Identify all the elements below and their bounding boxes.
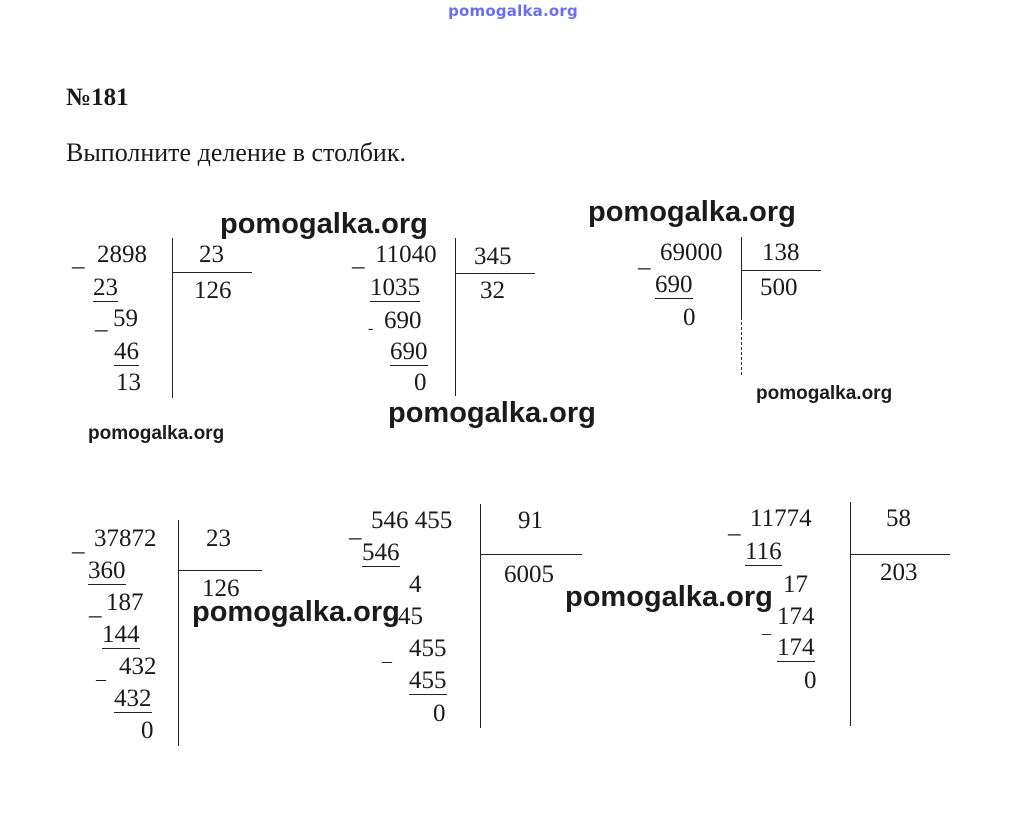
quotient: 500 — [760, 274, 798, 301]
quotient: 126 — [194, 277, 232, 304]
minus-sign: – — [382, 650, 392, 672]
remainder: 0 — [683, 304, 696, 331]
dividend: 546 455 — [371, 507, 453, 534]
divisor: 23 — [206, 525, 231, 552]
step-value: 360 — [88, 557, 126, 584]
step-value: 690 — [384, 307, 422, 334]
remainder: 13 — [116, 369, 141, 396]
division-vertical-line — [741, 237, 742, 317]
division-vertical-line — [480, 504, 481, 728]
step-value: 455 — [409, 667, 447, 694]
minus-sign: - — [368, 320, 374, 337]
minus-sign: – — [96, 668, 106, 690]
minus-sign: _ — [89, 593, 102, 620]
step-value: 45 — [398, 603, 423, 630]
step-value: 690 — [655, 271, 693, 298]
division-vertical-line-dashed — [741, 317, 742, 375]
site-watermark-top[interactable]: pomogalka.org — [448, 2, 578, 20]
minus-sign: _ — [728, 511, 741, 538]
watermark-text: pomogalka.org — [588, 196, 796, 228]
division-horizontal-line — [178, 570, 262, 571]
division-horizontal-line — [455, 273, 535, 274]
task-number: №181 — [66, 84, 129, 111]
watermark-text: pomogalka.org — [220, 208, 428, 240]
division-horizontal-line — [850, 554, 950, 555]
dividend: 2898 — [97, 241, 147, 268]
remainder: 0 — [141, 717, 154, 744]
dividend: 69000 — [660, 239, 723, 266]
dividend: 37872 — [94, 525, 157, 552]
dividend: 11040 — [375, 241, 437, 268]
step-value: 455 — [409, 635, 447, 662]
division-vertical-line — [850, 502, 851, 726]
step-value: 174 — [777, 603, 815, 630]
divisor: 23 — [199, 241, 224, 268]
step-value: 4 — [409, 571, 422, 598]
quotient: 203 — [880, 559, 918, 586]
step-value: 23 — [93, 274, 118, 301]
minus-sign: _ — [72, 529, 85, 556]
divisor: 138 — [762, 239, 800, 266]
division-vertical-line — [172, 238, 173, 398]
watermark-text: pomogalka.org — [565, 581, 773, 613]
step-value: 116 — [745, 538, 782, 565]
step-value: 546 — [362, 539, 400, 566]
minus-sign: _ — [95, 307, 108, 334]
divisor: 345 — [474, 243, 512, 270]
step-value: 17 — [783, 571, 808, 598]
watermark-text: pomogalka.org — [756, 383, 893, 404]
dividend: 11774 — [750, 505, 812, 532]
minus-sign: _ — [72, 244, 85, 271]
step-value: 174 — [777, 634, 815, 661]
step-value: 144 — [102, 621, 140, 648]
step-value: 59 — [113, 305, 138, 332]
step-value: 46 — [114, 338, 139, 365]
division-horizontal-line — [741, 270, 821, 271]
quotient: 126 — [202, 575, 240, 602]
divisor: 91 — [518, 507, 543, 534]
quotient: 6005 — [504, 561, 554, 588]
task-instruction: Выполните деление в столбик. — [66, 138, 406, 167]
division-vertical-line — [455, 238, 456, 396]
watermark-text: pomogalka.org — [388, 397, 596, 429]
watermark-text: pomogalka.org — [88, 423, 225, 444]
quotient: 32 — [480, 277, 505, 304]
division-vertical-line — [178, 520, 179, 746]
remainder: 0 — [433, 700, 446, 727]
divisor: 58 — [886, 505, 911, 532]
minus-sign: – — [762, 623, 771, 643]
step-value: 1035 — [370, 274, 420, 301]
remainder: 0 — [414, 369, 427, 396]
minus-sign: _ — [349, 515, 362, 542]
minus-sign: _ — [352, 244, 365, 271]
step-value: 690 — [390, 338, 428, 365]
step-value: 187 — [106, 589, 144, 616]
watermark-text: pomogalka.org — [192, 596, 400, 628]
step-value: 432 — [119, 653, 157, 680]
division-horizontal-line — [172, 272, 252, 273]
step-value: 432 — [114, 685, 152, 712]
division-horizontal-line — [480, 554, 582, 555]
remainder: 0 — [804, 667, 817, 694]
minus-sign: _ — [638, 245, 651, 272]
